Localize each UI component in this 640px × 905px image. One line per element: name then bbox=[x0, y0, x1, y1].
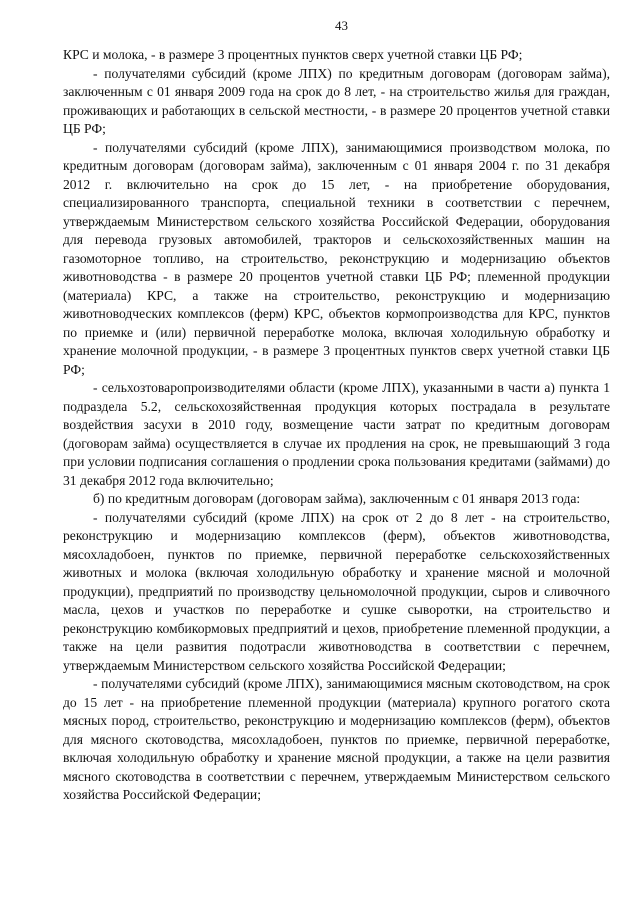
paragraph-continuation: КРС и молока, - в размере 3 процентных пунктов сверх учетной ставки ЦБ РФ; bbox=[63, 47, 523, 62]
document-body bbox=[63, 46, 610, 805]
paragraph: - получателями субсидий (кроме ЛПХ) на срок от 2 до 8 лет - на строительство, реконструкцию и модернизацию комплексов (ферм), объектов животноводства, мясохладобоен, пунктов по приемке, первичной переработке сельскохозяйственных животных и молока (включая холодильную обработку и хранение мясной и молочной продукции), предприятий по производству цельномолочной продукции, сыров и сливочного масла, цехов и участков по переработке и сушке сыворотки, на строительство и реконструкцию комбикормовых предприятий и цехов, приобретение племенной продукции, а также на цели развития подотрасли животноводства в соответствии с перечнем, утверждаемым Министерством сельского хозяйства Российской Федерации; bbox=[63, 509, 610, 673]
paragraph: - получателями субсидий (кроме ЛПХ) по кредитным договорам (договорам займа), заключенным с 01 января 2009 года на срок до 8 лет, - на строительство жилья для граждан, проживающих и работающих в сельской местности, - в размере 20 процентов учетной ставки ЦБ РФ; bbox=[63, 65, 610, 136]
page-number: 43 bbox=[335, 18, 348, 33]
paragraph: - сельхозтоваропроизводителями области (кроме ЛПХ), указанными в части а) пункта 1 подраздела 5.2, сельскохозяйственная продукция которых пострадала в результате воздействия засухи в 2010 году, возмещение части затрат по кредитным договорам (договорам займа) осуществляется в случае их продления на срок, не превышающий 3 года при условии подписания соглашения о продлении срока пользования кредитами (займами) до 31 декабря 2012 года включительно; bbox=[63, 380, 610, 488]
paragraph: - получателями субсидий (кроме ЛПХ), занимающимися мясным скотоводством, на срок до 15 лет - на приобретение племенной продукции (материала) крупного рогатого скота мясных пород, строительство, реконструкцию и модернизацию комплексов (ферм), объектов для мясного скотоводства, мясохладобоен, пунктов по приемке, первичной переработке, включая холодильную обработку и хранение мясной продукции, а также на цели развития мясного скотоводства в соответствии с перечнем, утверждаемым Министерством сельского хозяйства Российской Федерации; bbox=[63, 676, 610, 802]
paragraph: - получателями субсидий (кроме ЛПХ), занимающимися производством молока, по кредитным договорам (договорам займа), заключенным с 01 января 2004 г. по 31 декабря 2012 г. включительно на срок до 15 лет, - на приобретение оборудования, специализированного транспорта, специальной техники в соответствии с перечнем, утверждаемым Министерством сельского хозяйства Российской Федерации, оборудования для перевода грузовых автомобилей, тракторов и сельскохозяйственных машин на газомоторное топливо, на строительство, реконструкцию и модернизацию объектов животноводства - в размере 20 процентов учетной ставки ЦБ РФ; племенной продукции (материала) КРС, а также на строительство, реконструкцию и модернизацию животноводческих комплексов (ферм) КРС, объектов кормопроизводства для КРС, пунктов по приемке и (или) первичной переработке молока, включая холодильную обработку и хранение молочной продукции, - в размере 3 процентных пунктов сверх учетной ставки ЦБ РФ; bbox=[63, 139, 610, 377]
paragraph: б) по кредитным договорам (договорам займа), заключенным с 01 января 2013 года: bbox=[93, 491, 581, 506]
